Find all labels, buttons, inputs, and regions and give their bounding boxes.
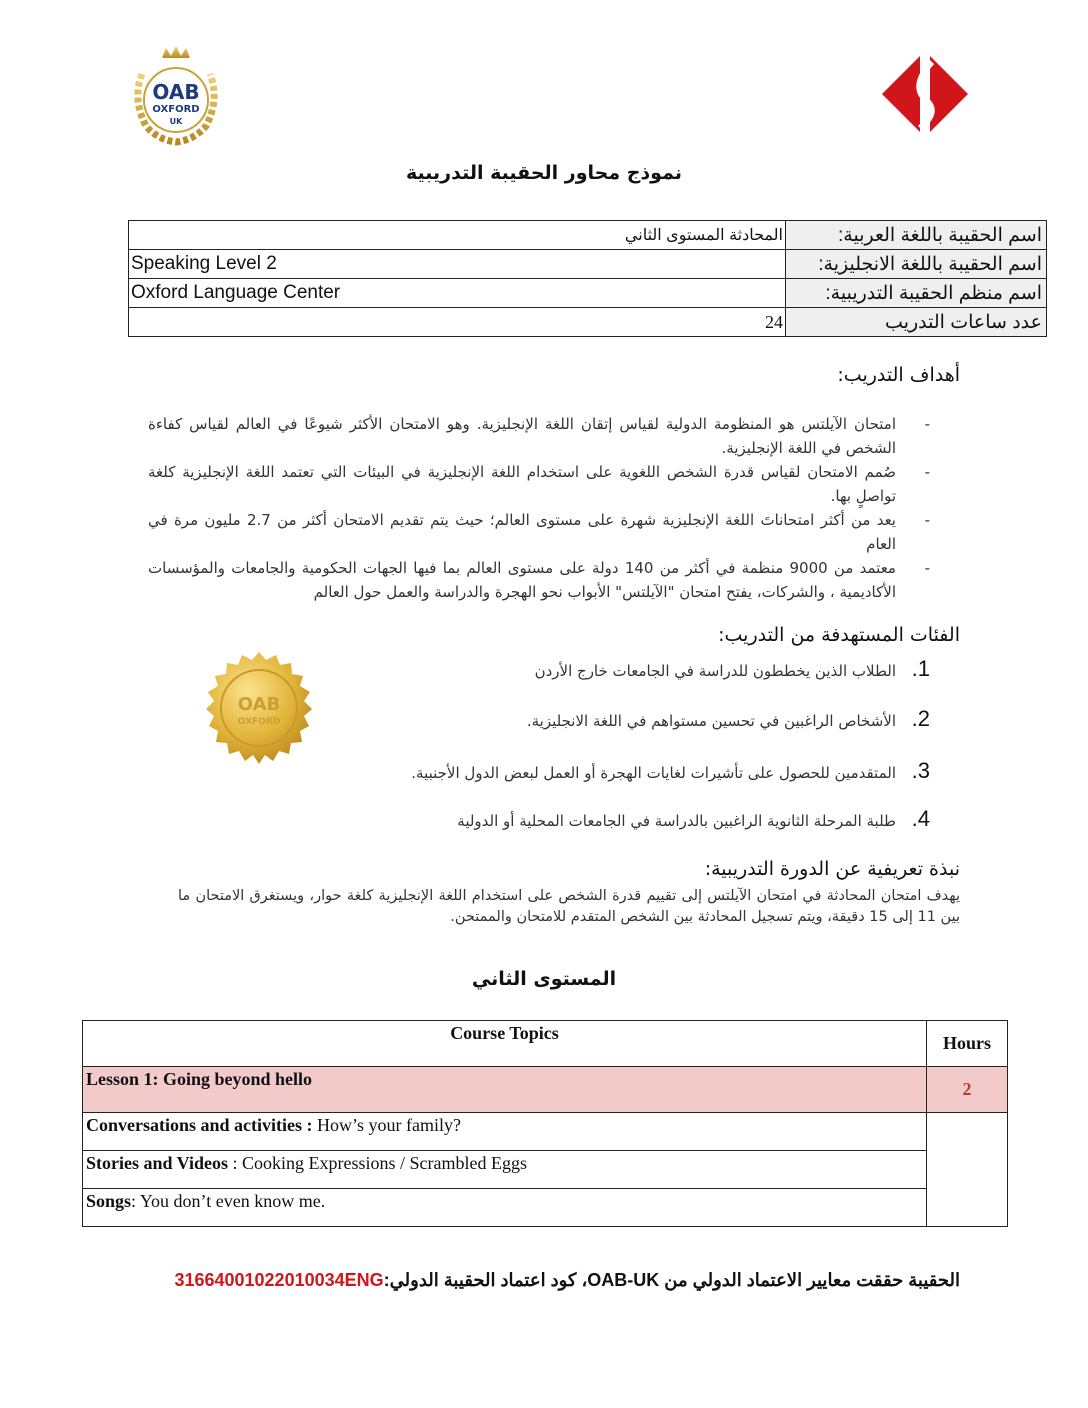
center-red-logo: [882, 56, 968, 132]
about-heading: نبذة تعريفية عن الدورة التدريبية:: [704, 858, 960, 880]
info-label: اسم الحقيبة باللغة الانجليزية:: [786, 250, 1047, 279]
list-item: - يعد من أكثر امتحاناتَ اللغة الإنجليزية شهرة على مستوى العالم؛ حيث يتم تقديم الامتحان أكثر من 2.7 مليون مرة في العام: [148, 508, 930, 556]
course-info-table: [128, 220, 1047, 337]
list-item: - صُمم الامتحان لقياس قدرة الشخص اللغوية على استخدام اللغة الإنجليزية في البيئات التي تعتمد اللغة الإنجليزية كلغة تواصلٍ بها.: [148, 460, 930, 508]
about-text: يهدف امتحان المحادثة في امتحان الآيلتس إلى تقييم قدرة الشخص على استخدام اللغة الإنجليزية كلغة حوار، ويستغرق الامتحان ما بين 11 إلى 15 دقيقة، ويتم تسجيل المحادثة بين الشخص المتقدم للامتحان والممتحن.: [178, 888, 960, 925]
info-row-hours: [129, 308, 1047, 337]
course-topics-table: [82, 1020, 1008, 1227]
svg-text:OAB: OAB: [152, 80, 200, 104]
footer-text: الحقيبة حققت معايير الاعتماد الدولي من OAB-UK، كود اعتماد الحقيبة الدولي:: [383, 1270, 960, 1290]
info-label: اسم منظم الحقيبة التدريبية:: [786, 279, 1047, 308]
header-hours: Hours: [926, 1021, 1007, 1067]
info-label: اسم الحقيبة باللغة العربية:: [786, 221, 1047, 250]
info-value: Oxford Language Center: [129, 279, 786, 308]
info-value: 24: [129, 308, 786, 337]
accreditation-code: 3166400102201003​4ENG: [174, 1270, 384, 1290]
dash-bullet: -: [924, 559, 930, 577]
target-item: 2.الأشخاص الراغبين في تحسين مستواهم في اللغة الانجليزية.: [526, 706, 930, 731]
accreditation-footer: [0, 1270, 960, 1291]
info-label: عدد ساعات التدريب: [786, 308, 1047, 337]
svg-text:OAB: OAB: [237, 694, 281, 715]
target-item: 4.طلبة المرحلة الثانوية الراغبين بالدراسة في الجامعات المحلية أو الدولية: [457, 806, 930, 831]
topic-cell: Conversations and activities : How’s your family?: [83, 1113, 927, 1151]
target-item: 3.المتقدمين للحصول على تأشيرات لغايات الهجرة أو العمل لبعض الدول الأجنبية.: [411, 758, 930, 783]
topic-cell: Stories and Videos : Cooking Expressions / Scrambled Eggs: [83, 1151, 927, 1189]
dash-bullet: -: [924, 511, 930, 529]
lesson-hours: 2: [926, 1067, 1007, 1113]
list-item: - معتمد من 9000 منظمة في أكثر من 140 دولة على مستوى العالم بما فيها الجهات الحكومية والجامعات والمؤسسات الأكاديمية ، والشركات، يفتح امتحان "الآيلتس" الأبواب نحو الهجرة والدراسة والعمل حول العالم: [148, 556, 930, 604]
list-item: - امتحان الآيلتس هو المنظومة الدولية لقياس إتقان اللغة الإنجليزية. وهو الامتحان الأكثر شيوعًا في العالم لقياس كفاءة الشخص في اللغة الإنجليزية.: [148, 412, 930, 460]
gold-seal-icon: [196, 650, 322, 776]
svg-text:OXFORD: OXFORD: [152, 104, 200, 115]
svg-text:UK: UK: [169, 117, 183, 126]
info-row-arabic-name: [129, 221, 1047, 250]
oab-oxford-logo: [128, 44, 224, 148]
hours-empty-cell: [926, 1113, 1007, 1227]
target-item: 1.الطلاب الذين يخططون للدراسة في الجامعات خارج الأردن: [534, 656, 930, 681]
info-row-english-name: [129, 250, 1047, 279]
table-header-row: [83, 1021, 1008, 1067]
lesson-title: Lesson 1: Going beyond hello: [83, 1067, 927, 1113]
dash-bullet: -: [924, 463, 930, 481]
info-value: Speaking Level 2: [129, 250, 786, 279]
objectives-list: [148, 412, 930, 604]
page-title: نموذج محاور الحقيبة التدريبية: [406, 162, 682, 184]
table-row: [83, 1189, 1008, 1227]
table-row: [83, 1151, 1008, 1189]
lesson-row: [83, 1067, 1008, 1113]
objectives-heading: أهداف التدريب:: [837, 364, 960, 386]
info-row-organizer: [129, 279, 1047, 308]
level-title: المستوى الثاني: [471, 968, 617, 990]
dash-bullet: -: [924, 415, 930, 433]
header-course-topics: Course Topics: [83, 1021, 927, 1067]
info-value: المحادثة المستوى الثاني: [129, 221, 786, 250]
table-row: [83, 1113, 1008, 1151]
target-heading: الفئات المستهدفة من التدريب:: [718, 624, 960, 646]
topic-cell: Songs: You don’t even know me.: [83, 1189, 927, 1227]
svg-text:OXFORD: OXFORD: [237, 717, 281, 727]
